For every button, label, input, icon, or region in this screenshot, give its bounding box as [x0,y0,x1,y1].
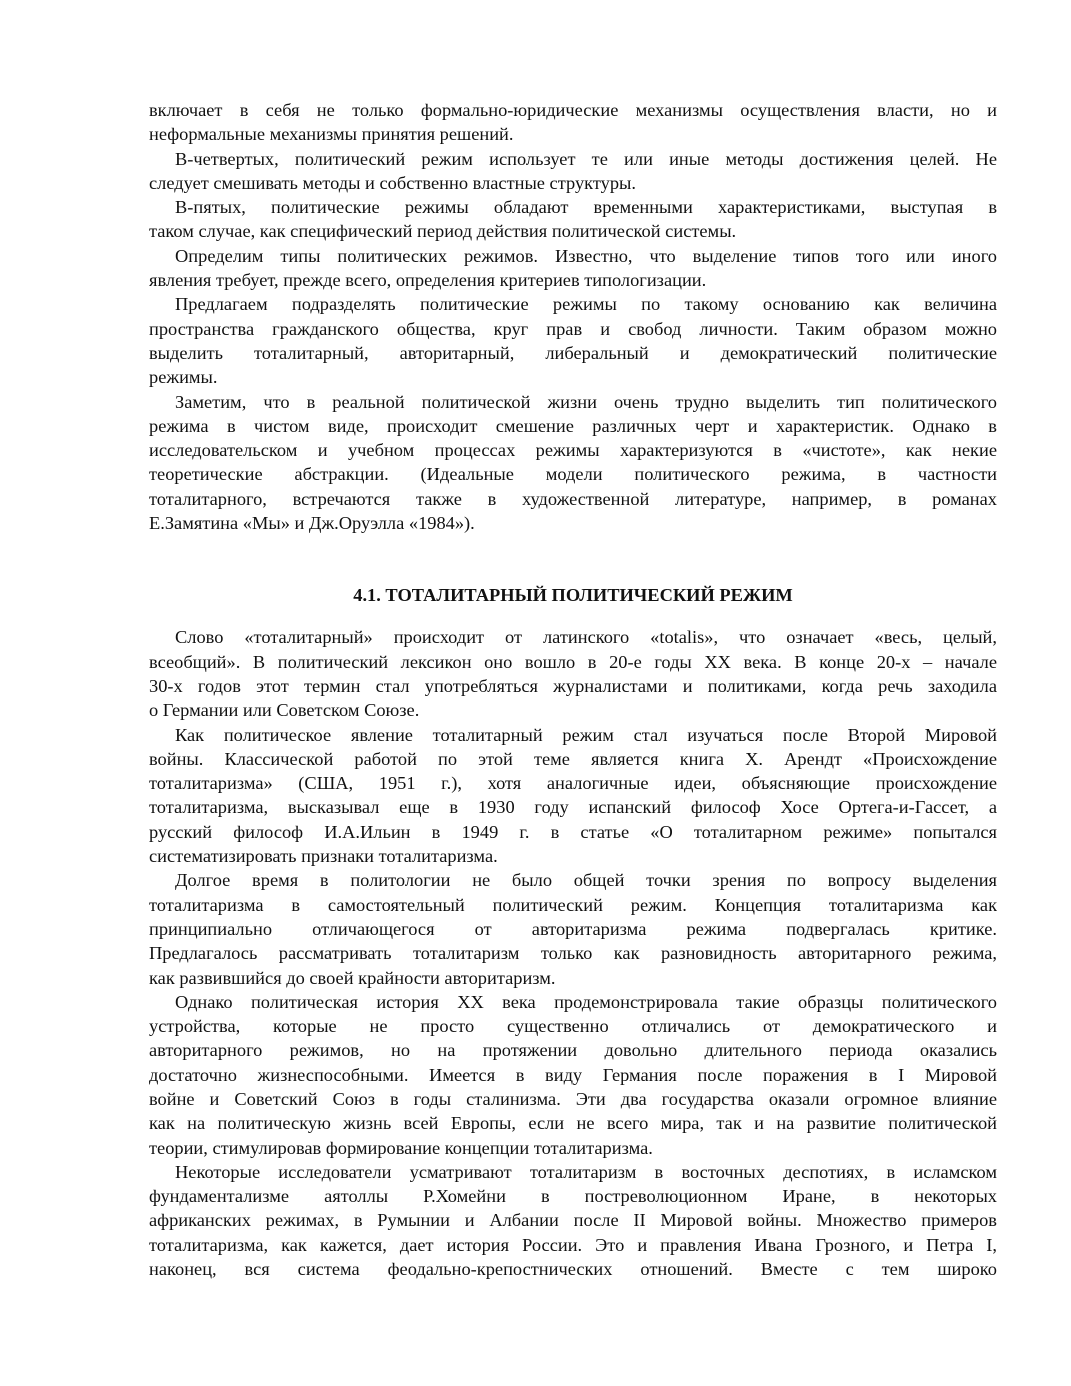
text-line: включает в себя не только формально-юридические механизмы осуществления власти, но и [149,100,997,120]
text-line: тоталитаризма, высказывал еще в 1930 году испанский философ Хосе Ортега-и-Гассет, а [149,797,997,818]
text-line: Слово «тоталитарный» происходит от латинского «totalis», что означает «весь, целый, [175,627,997,648]
text-line: пространства гражданского общества, круг прав и свобод личности. Таким образом можно [149,318,997,339]
text-line: войне и Советский Союз в годы сталинизма. Эти два государства оказали огромное влияние [149,1088,997,1109]
paragraph [149,1160,997,1281]
text-line: устройства, которые не просто существенно отличались от демократического и [149,1016,997,1037]
text-line: принципиально отличающегося от авторитаризма режима подвергалась критике. [149,918,997,939]
paragraph [149,390,997,536]
text-line: явления требует, прежде всего, определения критериев типологизации. [149,270,707,291]
body-text-section [149,625,997,1281]
paragraph [149,625,997,722]
text-line: неформальные механизмы принятия решений. [149,124,514,145]
text-line: Как политическое явление тоталитарный режим стал изучаться после Второй Мировой [175,724,997,745]
text-line: Некоторые исследователи усматривают тоталитаризм в восточных деспотиях, в исламском [175,1161,997,1182]
paragraph [149,244,997,293]
paragraph [149,195,997,244]
text-line: Долгое время в политологии не было общей точки зрения по вопросу выделения [175,870,997,891]
text-line: режима в чистом виде, происходит смешение различных черт и характеристик. Однако в [149,415,997,436]
text-line: В-четвертых, политический режим использует те или иные методы достижения целей. Не [175,148,997,169]
text-line: Однако политическая история XX века продемонстрировала такие образцы политического [175,991,997,1012]
text-line: исследовательском и учебном процессах режимы характеризуются в «чистоте», как некие [149,440,997,461]
text-line: тоталитаризма в самостоятельный политический режим. Концепция тоталитаризма как [149,894,997,915]
text-line: режимы. [149,367,218,388]
text-line: достаточно жизнеспособными. Имеется в виду Германия после поражения в I Мировой [149,1064,997,1085]
text-line: следует смешивать методы и собственно властные структуры. [149,172,636,193]
text-line: как развившийся до своей крайности авторитаризм. [149,967,556,988]
body-text-top [149,98,997,535]
paragraph [149,292,997,389]
paragraph [149,990,997,1160]
paragraph [149,868,997,989]
text-line: Заметим, что в реальной политической жизни очень трудно выделить тип политического [175,391,997,412]
text-line: как на политическую жизнь всей Европы, если не всего мира, так и на развитие политической [149,1113,997,1134]
text-line: Предлагаем подразделять политические режимы по такому основанию как величина [175,294,997,315]
text-line: фундаментализме аятоллы Р.Хомейни в постреволюционном Иране, в некоторых [149,1186,997,1207]
section-heading: 4.1. ТОТАЛИТАРНЫЙ ПОЛИТИЧЕСКИЙ РЕЖИМ [353,585,793,606]
text-line: Предлагалось рассматривать тоталитаризм только как разновидность авторитарного режима, [149,943,997,964]
text-line: таком случае, как специфический период действия политической системы. [149,221,737,242]
text-line: тоталитаризма, как кажется, дает история России. Это и правления Ивана Грозного, и Петра I, [149,1234,997,1255]
text-line: русский философ И.А.Ильин в 1949 г. в статье «О тоталитарном режиме» попытался [149,821,997,842]
text-line: тоталитарного, встречаются также в художественной литературе, например, в романах [149,488,997,509]
text-line: авторитарного режимов, но на протяжении довольно длительного периода оказались [149,1040,997,1061]
text-line: выделить тоталитарный, авторитарный, либеральный и демократический политические [149,342,997,363]
paragraph [149,147,997,196]
text-line: тоталитаризма» (США, 1951 г.), хотя аналогичные идеи, объясняющие происхождение [149,773,997,794]
text-line: наконец, вся система феодально-крепостнических отношений. Вместе с тем широко [149,1259,997,1280]
paragraph [149,723,997,869]
text-line: систематизировать признаки тоталитаризма. [149,846,498,867]
text-line: 30-х годов этот термин стал употребляться журналистами и политиками, когда речь заходила [149,675,997,696]
text-line: теоретические абстракции. (Идеальные модели политического режима, в частности [149,464,997,485]
text-line: всеобщий». В политический лексикон оно вошло в 20-е годы XX века. В конце 20-х – начале [149,651,997,672]
paragraph [149,98,997,147]
document-page [149,98,997,1281]
text-line: Определим типы политических режимов. Известно, что выделение типов того или иного [175,245,997,266]
text-line: теории, стимулировав формирование концепции тоталитаризма. [149,1137,653,1158]
text-line: Е.Замятина «Мы» и Дж.Оруэлла «1984»). [149,513,475,534]
text-line: о Германии или Советском Союзе. [149,700,420,721]
text-line: войны. Классической работой по этой теме является книга Х. Арендт «Происхождение [149,748,997,769]
text-line: африканских режимах, в Румынии и Албании после II Мировой войны. Множество примеров [149,1210,997,1231]
text-line: В-пятых, политические режимы обладают временными характеристиками, выступая в [175,197,997,218]
